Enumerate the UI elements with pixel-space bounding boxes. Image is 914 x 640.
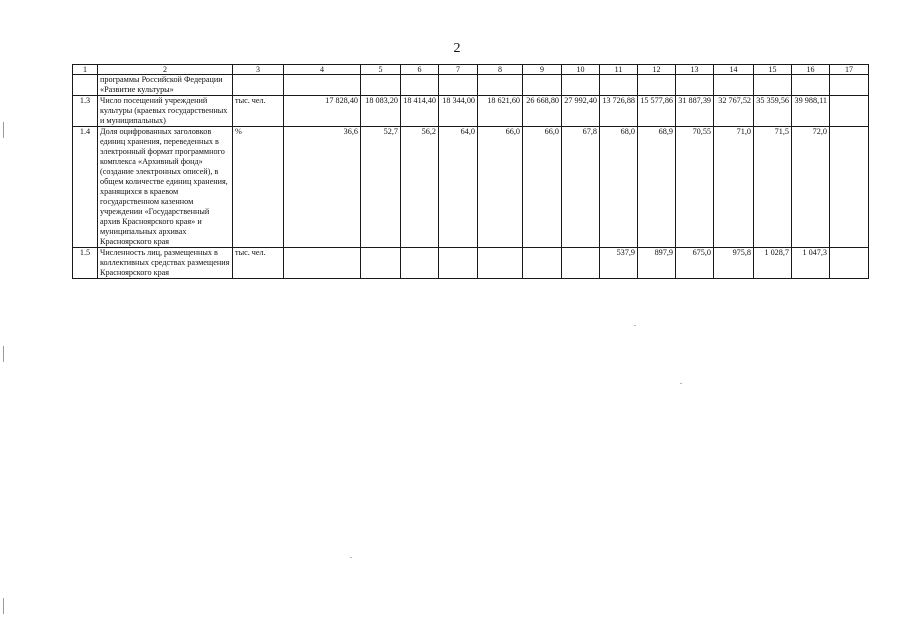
value-cell (600, 75, 638, 96)
row-index-cell (73, 75, 98, 96)
row-index-cell: 1.4 (73, 127, 98, 248)
value-cell (478, 75, 523, 96)
indicator-name-cell: программы Российской Федерации «Развитие культуры» (98, 75, 233, 96)
value-cell: 13 726,88 (600, 96, 638, 127)
scan-speck (350, 557, 352, 558)
value-cell (523, 75, 562, 96)
table-row (73, 127, 869, 248)
value-cell (830, 127, 869, 248)
value-cell (439, 248, 478, 279)
value-cell: 1 047,3 (792, 248, 830, 279)
value-cell: 66,0 (478, 127, 523, 248)
value-cell: 66,0 (523, 127, 562, 248)
scan-speck (634, 325, 636, 326)
column-header-15: 15 (754, 65, 792, 75)
value-cell: 68,9 (638, 127, 676, 248)
indicator-name-cell: Число посещений учреждений культуры (краевых государственных и муниципальных) (98, 96, 233, 127)
value-cell (830, 96, 869, 127)
value-cell: 71,5 (754, 127, 792, 248)
scan-mark (3, 122, 4, 138)
value-cell: 67,8 (562, 127, 600, 248)
column-header-16: 16 (792, 65, 830, 75)
value-cell: 36,6 (284, 127, 361, 248)
value-cell (562, 75, 600, 96)
value-cell: 32 767,52 (714, 96, 754, 127)
unit-cell: тыс. чел. (233, 248, 284, 279)
value-cell: 68,0 (600, 127, 638, 248)
column-header-2: 2 (98, 65, 233, 75)
unit-cell: тыс. чел. (233, 96, 284, 127)
table-row (73, 248, 869, 279)
column-header-5: 5 (361, 65, 401, 75)
value-cell (714, 75, 754, 96)
value-cell: 15 577,86 (638, 96, 676, 127)
scan-mark (3, 346, 4, 362)
value-cell: 18 344,00 (439, 96, 478, 127)
column-header-7: 7 (439, 65, 478, 75)
value-cell: 27 992,40 (562, 96, 600, 127)
value-cell: 64,0 (439, 127, 478, 248)
value-cell: 18 083,20 (361, 96, 401, 127)
row-index-cell: 1.3 (73, 96, 98, 127)
value-cell: 35 359,56 (754, 96, 792, 127)
value-cell (830, 248, 869, 279)
indicator-name-cell: Численность лиц, размещенных в коллективных средствах размещения Красноярского края (98, 248, 233, 279)
value-cell (478, 248, 523, 279)
page-number: 2 (453, 41, 461, 56)
column-header-14: 14 (714, 65, 754, 75)
value-cell: 537,9 (600, 248, 638, 279)
value-cell: 72,0 (792, 127, 830, 248)
value-cell (361, 75, 401, 96)
value-cell: 1 028,7 (754, 248, 792, 279)
column-header-9: 9 (523, 65, 562, 75)
scan-mark (3, 598, 4, 614)
column-header-17: 17 (830, 65, 869, 75)
indicators-table (72, 64, 869, 279)
value-cell (401, 248, 439, 279)
unit-cell: % (233, 127, 284, 248)
table-row (73, 75, 869, 96)
column-header-6: 6 (401, 65, 439, 75)
value-cell: 52,7 (361, 127, 401, 248)
value-cell: 39 988,11 (792, 96, 830, 127)
value-cell: 31 887,39 (676, 96, 714, 127)
value-cell: 26 668,80 (523, 96, 562, 127)
value-cell (401, 75, 439, 96)
value-cell (523, 248, 562, 279)
column-header-11: 11 (600, 65, 638, 75)
column-header-12: 12 (638, 65, 676, 75)
column-header-3: 3 (233, 65, 284, 75)
value-cell (638, 75, 676, 96)
value-cell (676, 75, 714, 96)
value-cell (284, 248, 361, 279)
value-cell: 975,8 (714, 248, 754, 279)
column-header-4: 4 (284, 65, 361, 75)
row-index-cell: 1.5 (73, 248, 98, 279)
table-row (73, 96, 869, 127)
value-cell (830, 75, 869, 96)
value-cell: 18 621,60 (478, 96, 523, 127)
scan-speck (680, 383, 682, 384)
column-header-8: 8 (478, 65, 523, 75)
column-header-10: 10 (562, 65, 600, 75)
column-header-1: 1 (73, 65, 98, 75)
value-cell: 70,55 (676, 127, 714, 248)
unit-cell (233, 75, 284, 96)
value-cell: 56,2 (401, 127, 439, 248)
column-header-13: 13 (676, 65, 714, 75)
value-cell: 71,0 (714, 127, 754, 248)
value-cell (439, 75, 478, 96)
value-cell (792, 75, 830, 96)
value-cell: 675,0 (676, 248, 714, 279)
value-cell (562, 248, 600, 279)
value-cell: 18 414,40 (401, 96, 439, 127)
value-cell (284, 75, 361, 96)
value-cell (754, 75, 792, 96)
value-cell: 17 828,40 (284, 96, 361, 127)
value-cell: 897,9 (638, 248, 676, 279)
column-number-row (73, 65, 869, 75)
value-cell (361, 248, 401, 279)
indicator-name-cell: Доля оцифрованных заголовков единиц хранения, переведенных в электронный формат программного комплекса «Архивный фонд» (создание электронных описей), в общем количестве единиц хранения, хранящихся в краевом государственном казенном учреждении «Государственный архив Красноярского края» и муниципальных архивах Красноярского края (98, 127, 233, 248)
